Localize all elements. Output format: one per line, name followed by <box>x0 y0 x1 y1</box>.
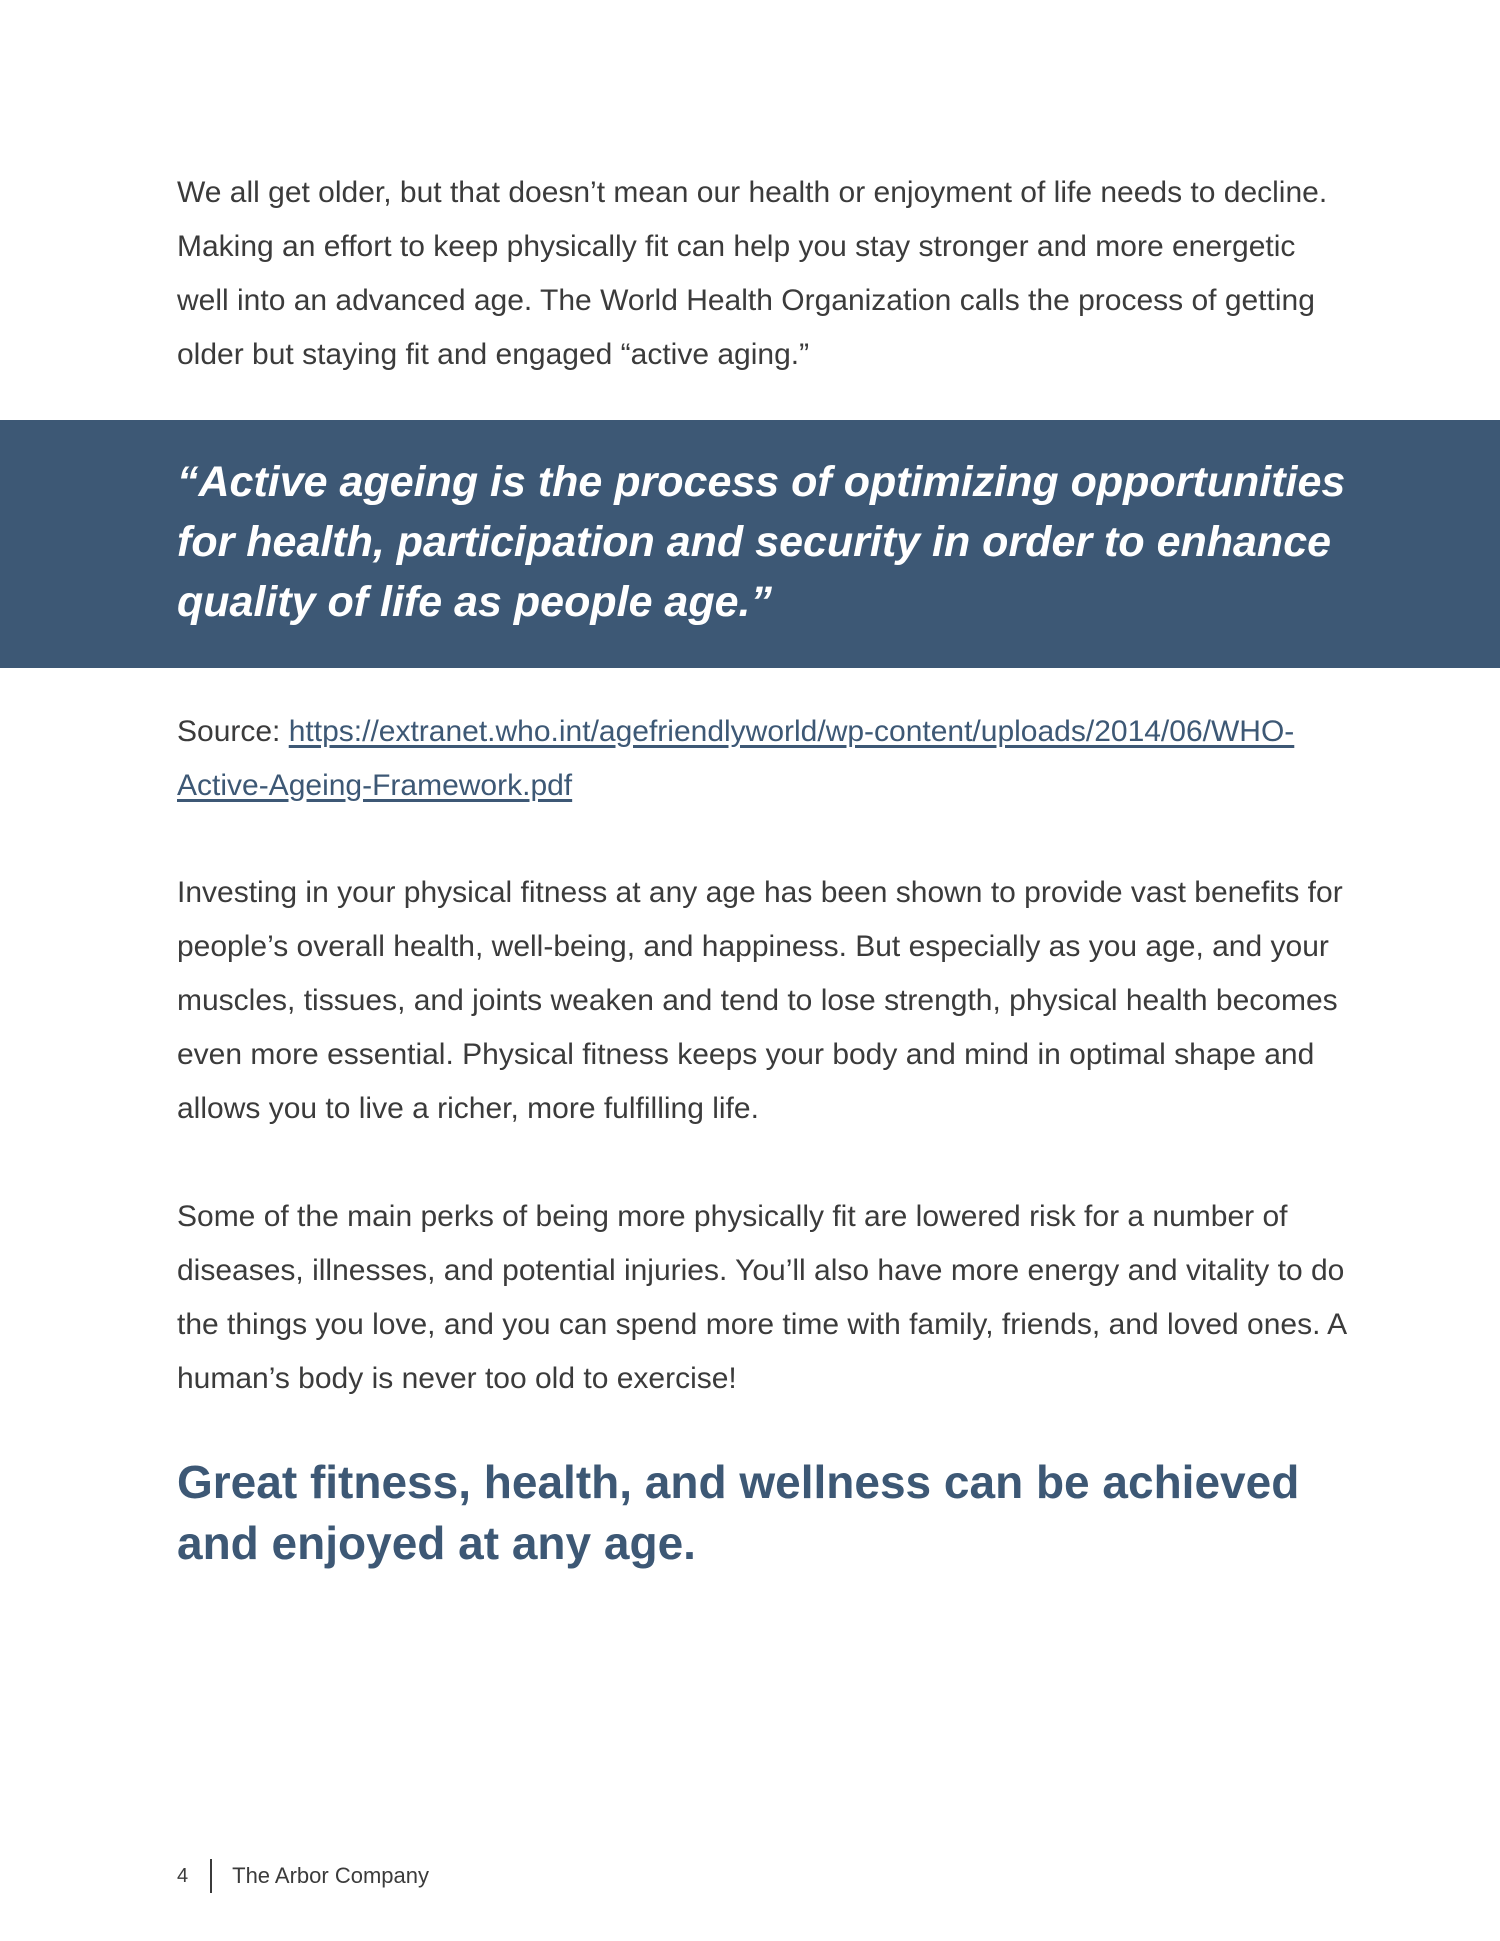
pull-quote: “Active ageing is the process of optimizing opportunities for health, participation and security in order to enhance quality of life as people age.” <box>177 458 1346 626</box>
footer-divider <box>210 1859 212 1893</box>
page-footer <box>177 1858 429 1894</box>
source-link[interactable]: https://extranet.who.int/agefriendlyworld/wp-content/uploads/2014/06/WHO-Active-Ageing-Framework.pdf <box>177 715 1295 802</box>
source-label: Source: <box>177 715 289 748</box>
intro-paragraph: We all get older, but that doesn’t mean our health or enjoyment of life needs to decline. Making an effort to keep physically fit can help you stay stronger and more energetic well into an advanced age. The World Health Organization calls the process of getting older but staying fit and engaged “active aging.” <box>177 176 1328 371</box>
source-citation <box>177 705 1347 813</box>
closing-heading: Great fitness, health, and wellness can be achieved and enjoyed at any age. <box>177 1456 1300 1569</box>
body-paragraph: Some of the main perks of being more physically fit are lowered risk for a number of diseases, illnesses, and potential injuries. You’ll also have more energy and vitality to do the things you love, and you can spend more time with family, friends, and loved ones. A human’s body is never too old to exercise! <box>177 1200 1346 1395</box>
footer-company-name: The Arbor Company <box>232 1863 429 1888</box>
pull-quote-band <box>0 420 1500 668</box>
body-paragraph: Investing in your physical fitness at any age has been shown to provide vast benefits for people’s overall health, well-being, and happiness. But especially as you age, and your muscles, tissues, and joints weaken and tend to lose strength, physical health becomes even more essential. Physical fitness keeps your body and mind in optimal shape and allows you to live a richer, more fulfilling life. <box>177 876 1343 1125</box>
page-number: 4 <box>177 1864 189 1887</box>
